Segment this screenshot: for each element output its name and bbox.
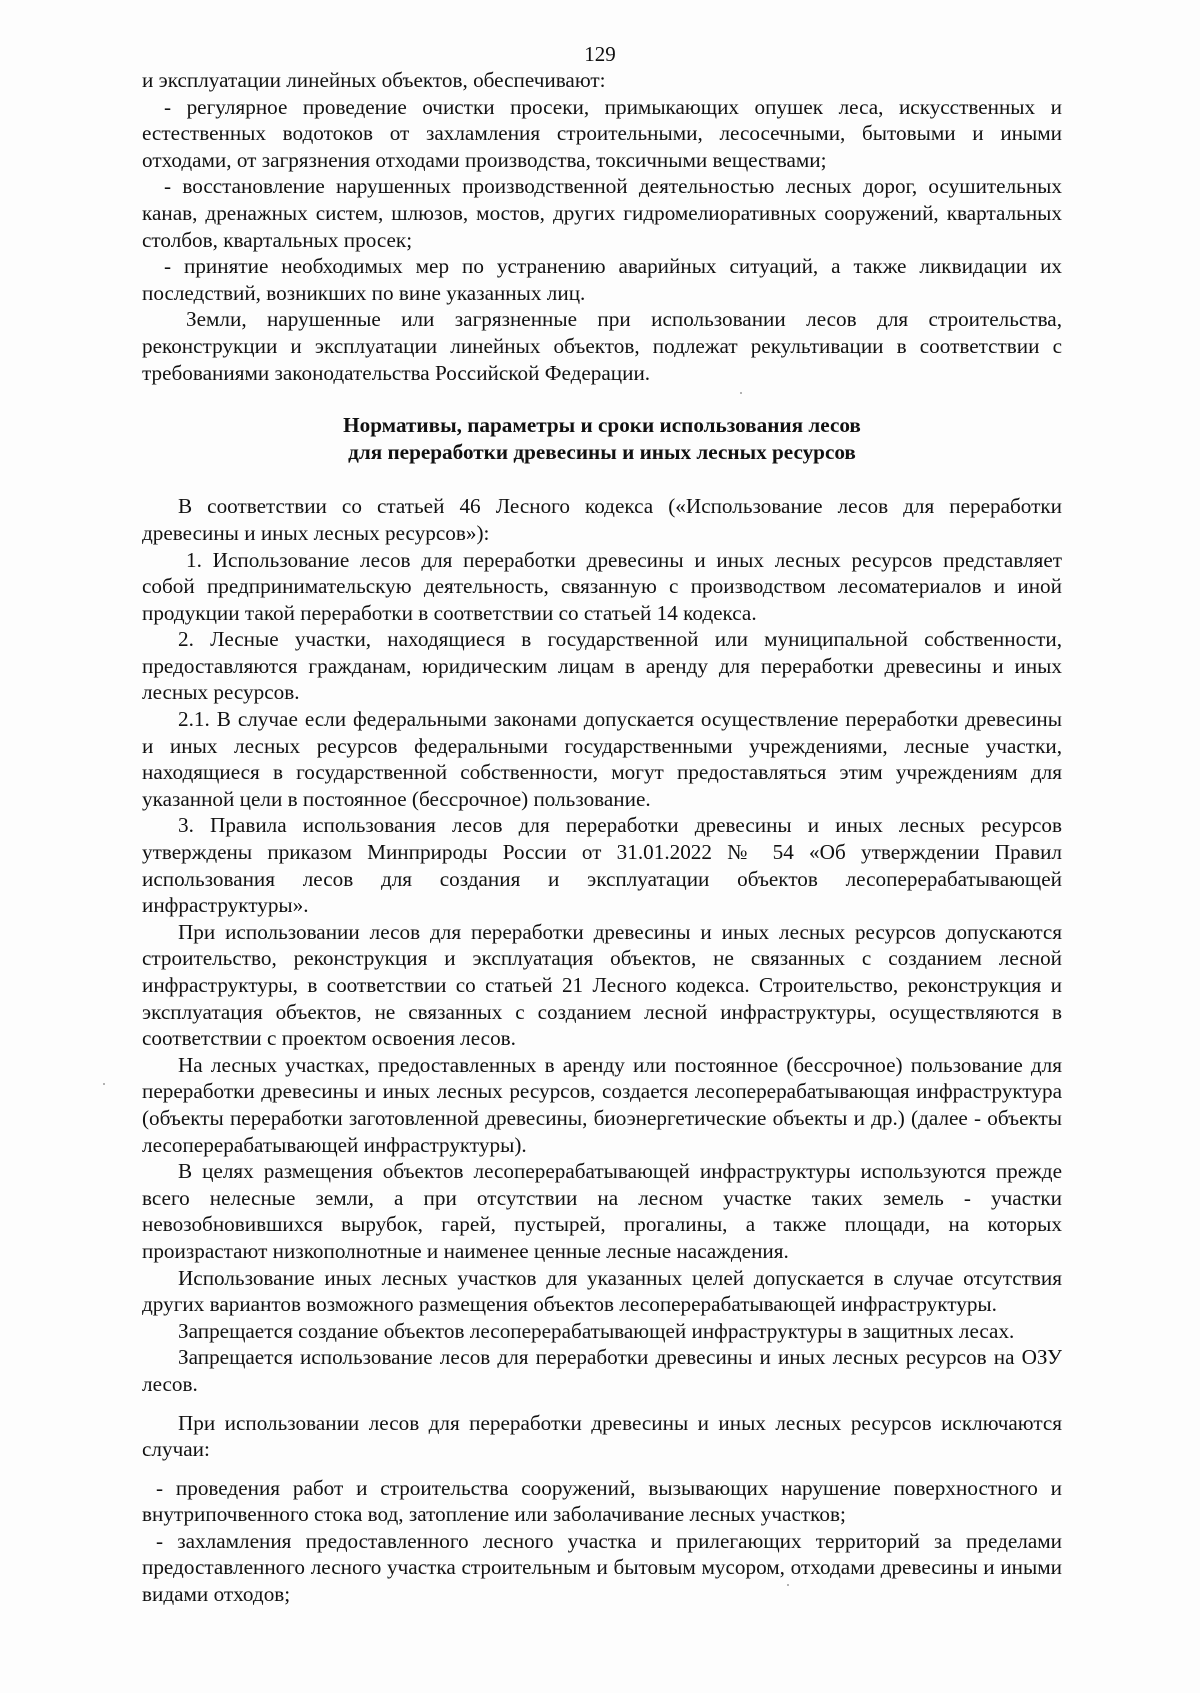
- document-body: [142, 67, 1062, 1608]
- paragraph-intro: и эксплуатации линейных объектов, обеспечивают:: [142, 68, 606, 92]
- paragraph-placement: В целях размещения объектов лесоперерабатывающей инфраструктуры используются прежде всего нелесные земли, а при отсутствии на лесном участке таких земель - участки невозобновившихся вырубок, гарей, пустырей, прогалины, а также площади, на которых произрастают низкополнотные и наименее ценные лесные насаждения.: [142, 1159, 1062, 1263]
- paragraph-point-2-1: 2.1. В случае если федеральными законами допускается осуществление переработки древесины и иных лесных ресурсов федеральными государственными учреждениями, лесные участки, находящиеся в государственной собственности, могут предоставляться этим учреждениям для указанной цели в постоянное (бессрочное) пользование.: [142, 707, 1062, 811]
- paragraph-excluded-cases: При использовании лесов для переработки древесины и иных лесных ресурсов исключаются случаи:: [142, 1410, 1062, 1462]
- scan-speck: [740, 392, 742, 394]
- list-item-restoration: - восстановление нарушенных производственной деятельностью лесных дорог, осушительных канав, дренажных систем, шлюзов, мостов, других гидромелиоративных сооружений, квартальных столбов, квартальных просек;: [142, 174, 1062, 252]
- list-item-clearing: - регулярное проведение очистки просеки, примыкающих опушек леса, искусственных и естественных водотоков от захламления строительными, лесосечными, бытовыми и иными отходами, от загрязнения отходами производства, токсичными веществами;: [142, 94, 1062, 172]
- paragraph-prohibition-protective: Запрещается создание объектов лесоперерабатывающей инфраструктуры в защитных лесах.: [178, 1318, 1015, 1343]
- section-heading-line-2: для переработки древесины и иных лесных ресурсов: [348, 439, 856, 464]
- paragraph-infrastructure: На лесных участках, предоставленных в аренду или постоянное (бессрочное) пользование для переработки древесины и иных лесных ресурсов, создается лесоперерабатывающая инфраструктура (объекты переработки заготовленной древесины, биоэнергетические объекты и др.) (далее - объекты лесоперерабатывающей инфраструктуры).: [142, 1052, 1062, 1157]
- paragraph-prohibition-ozu: Запрещается использование лесов для переработки древесины и иных лесных ресурсов на ОЗУ лесов.: [142, 1345, 1062, 1396]
- paragraph-recultivation: Земли, нарушенные или загрязненные при использовании лесов для строительства, реконструкции и эксплуатации линейных объектов, подлежат рекультивации в соответствии с требованиями законодательства Российской Федерации.: [142, 307, 1062, 385]
- paragraph-point-1: 1. Использование лесов для переработки древесины и иных лесных ресурсов представляет собой предпринимательскую деятельность, связанную с производством лесоматериалов и иной продукции такой переработки в соответствии со статьей 14 кодекса.: [142, 547, 1062, 625]
- list-item-littering: - захламления предоставленного лесного участка и прилегающих территорий за пределами предоставленного лесного участка строительным и бытовым мусором, отходами древесины и иными видами отходов;: [142, 1528, 1062, 1607]
- section-heading: [142, 412, 1062, 465]
- page-number: 129: [584, 42, 616, 66]
- paragraph-other-plots: Использование иных лесных участков для указанных целей допускается в случае отсутствия других вариантов возможного размещения объектов лесоперерабатывающей инфраструктуры.: [142, 1265, 1062, 1317]
- paragraph-construction: При использовании лесов для переработки древесины и иных лесных ресурсов допускаются строительство, реконструкция и эксплуатация объектов, не связанных с созданием лесной инфраструктуры, в соответствии со статьей 21 Лесного кодекса. Строительство, реконструкция и эксплуатация объектов, не связанных с созданием лесной инфраструктуры, осуществляются в соответствии с проектом освоения лесов.: [142, 919, 1062, 1051]
- paragraph-point-2: 2. Лесные участки, находящиеся в государственной или муниципальной собственности, предоставляются гражданам, юридическим лицам в аренду для переработки древесины и иных лесных ресурсов.: [142, 627, 1062, 705]
- paragraph-point-3: 3. Правила использования лесов для переработки древесины и иных лесных ресурсов утверждены приказом Минприроды России от 31.01.2022 № 54 «Об утверждении Правил использования лесов для создания и эксплуатации объектов лесоперерабатывающей инфраструктуры».: [142, 813, 1062, 918]
- paragraph-article-46: В соответствии со статьей 46 Лесного кодекса («Использование лесов для переработки древесины и иных лесных ресурсов»):: [142, 494, 1062, 545]
- list-item-emergency: - принятие необходимых мер по устранению аварийных ситуаций, а также ликвидации их последствий, возникших по вине указанных лиц.: [142, 254, 1062, 305]
- list-item-water-runoff: - проведения работ и строительства сооружений, вызывающих нарушение поверхностного и внутрипочвенного стока вод, затопление или заболачивание лесных участков;: [142, 1475, 1062, 1527]
- scan-speck: [103, 1083, 105, 1085]
- scan-speck: [787, 1584, 789, 1586]
- section-heading-line-1: Нормативы, параметры и сроки использования лесов: [343, 413, 861, 438]
